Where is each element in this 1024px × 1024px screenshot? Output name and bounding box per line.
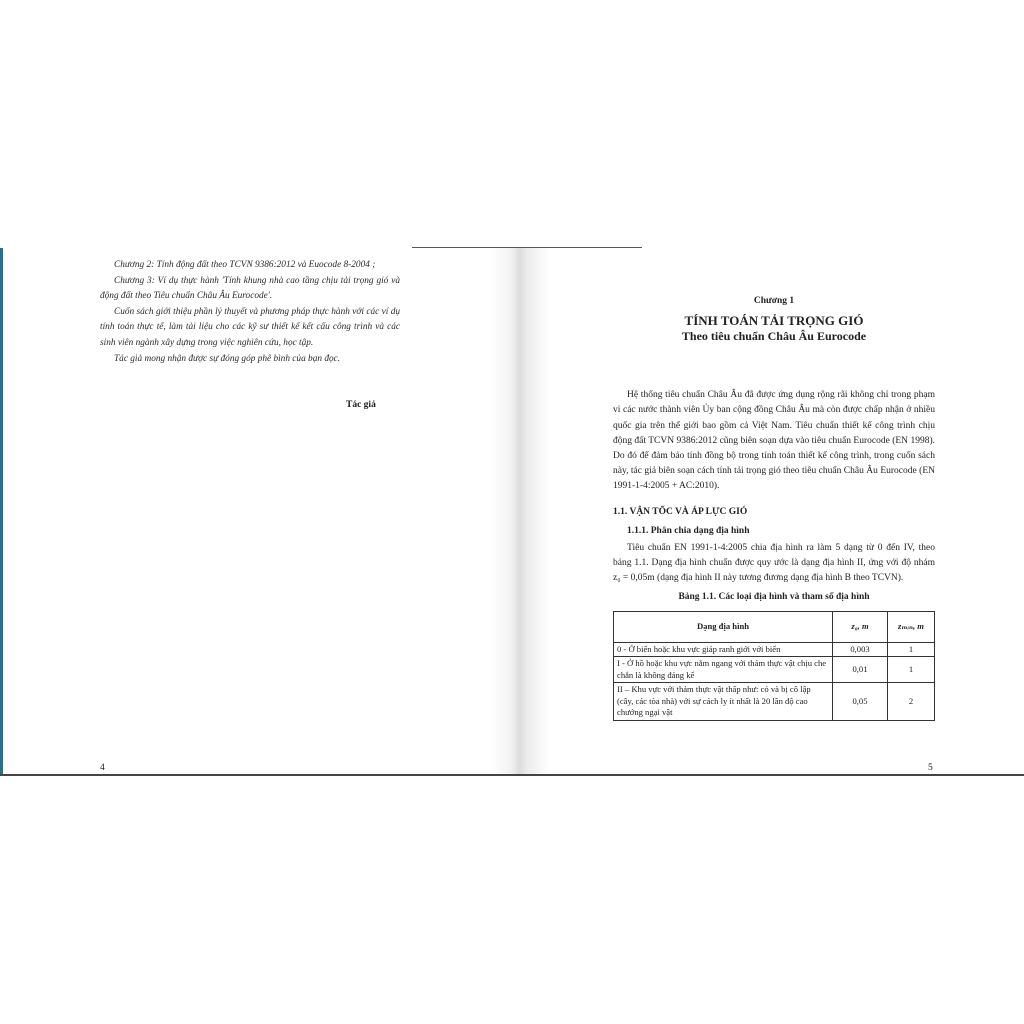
chapter-subtitle: Theo tiêu chuẩn Châu Âu Eurocode bbox=[681, 329, 867, 344]
terrain-table bbox=[613, 611, 935, 721]
table-cell: 0,003 bbox=[833, 642, 888, 657]
table-row bbox=[614, 642, 935, 657]
author-signature: Tác giả bbox=[346, 400, 376, 410]
intro-paragraph: Hệ thống tiêu chuẩn Châu Âu đã được ứng dụng rộng rãi không chỉ trong phạm vi các nước thành viên Ủy ban cộng đồng Châu Âu mà còn được chấp nhận ở nhiều quốc gia trên thế giới bao gồm cả Việt Nam. Tiêu chuẩn thiết kế công trình chịu động đất TCVN 9386:2012 cũng biên soạn dựa vào tiêu chuẩn Eurocode (EN 1998). Do đó để đảm bảo tính đồng bộ trong tính toán thiết kế công trình, trong cuốn sách này, tác giả biên soạn cách tính tải trọng gió theo tiêu chuẩn Châu Âu Eurocode (EN 1991-1-4:2005 + AC:2010). bbox=[613, 390, 935, 492]
subsection-heading: 1.1.1. Phân chia dạng địa hình bbox=[627, 525, 750, 536]
section-heading: 1.1. VẬN TỐC VÀ ÁP LỰC GIÓ bbox=[613, 506, 748, 517]
chapter-title: TÍNH TOÁN TẢI TRỌNG GIÓ bbox=[684, 313, 864, 329]
table-header-cell: z₀, m bbox=[833, 611, 888, 642]
table-cell: 0,05 bbox=[833, 683, 888, 721]
table-cell: 2 bbox=[888, 683, 935, 721]
body-paragraph: Tiêu chuẩn EN 1991-1-4:2005 chia địa hình ra làm 5 dạng từ 0 đến IV, theo bảng 1.1. Dạng địa hình chuẩn được quy ước là dạng địa hình II, ứng với độ nhám z₀ = 0,05m (dạng địa hình II này tương đương dạng địa hình B theo TCVN). bbox=[613, 543, 935, 584]
table-cell: I - Ở hồ hoặc khu vực nằm ngang với thảm thực vật chịu che chắn là không đáng kể bbox=[614, 657, 833, 683]
right-page-text bbox=[613, 290, 935, 721]
left-paragraph-1: Chương 2: Tính động đất theo TCVN 9386:2012 và Euocode 8-2004 ; bbox=[114, 260, 376, 270]
table-cell: II – Khu vực với thảm thực vật thấp như: cỏ và bị cô lập (cây, các tòa nhà) với sự cách ly ít nhất là 20 lần độ cao chướng ngại vật bbox=[614, 683, 833, 721]
left-paragraph-4: Tác giả mong nhận được sự đóng góp phê bình của bạn đọc. bbox=[114, 353, 341, 364]
book-gutter bbox=[490, 248, 550, 774]
chapter-label: Chương 1 bbox=[753, 296, 795, 306]
left-paragraph-3: Cuốn sách giới thiệu phần lý thuyết và phương pháp thực hành với các ví dụ tính toán thực tế, làm tài liệu cho các kỹ sư thiết kế kết cấu công trình và các sinh viên ngành xây dựng trong việc nghiên cứu, học tập. bbox=[100, 306, 400, 348]
book-edge-accent bbox=[0, 248, 3, 775]
table-header-cell: Dạng địa hình bbox=[614, 611, 833, 642]
right-page-number: 5 bbox=[928, 763, 933, 773]
table-caption: Bảng 1.1. Các loại địa hình và tham số địa hình bbox=[678, 591, 870, 602]
left-page-number: 4 bbox=[100, 763, 105, 773]
table-cell: 0 - Ở biển hoặc khu vực giáp ranh giới với biển bbox=[614, 642, 833, 657]
table-header-cell: zₘᵢₙ, m bbox=[888, 611, 935, 642]
table-header-row bbox=[614, 611, 935, 642]
left-page-text bbox=[100, 258, 400, 367]
table-row bbox=[614, 657, 935, 683]
table-row bbox=[614, 683, 935, 721]
table-cell: 1 bbox=[888, 657, 935, 683]
left-paragraph-2: Chương 3: Ví dụ thực hành 'Tính khung nhà cao tầng chịu tải trọng gió và động đất theo Tiêu chuẩn Châu Âu Eurocode'. bbox=[100, 275, 400, 302]
table-cell: 1 bbox=[888, 642, 935, 657]
bottom-rule bbox=[0, 774, 1024, 776]
table-cell: 0,01 bbox=[833, 657, 888, 683]
